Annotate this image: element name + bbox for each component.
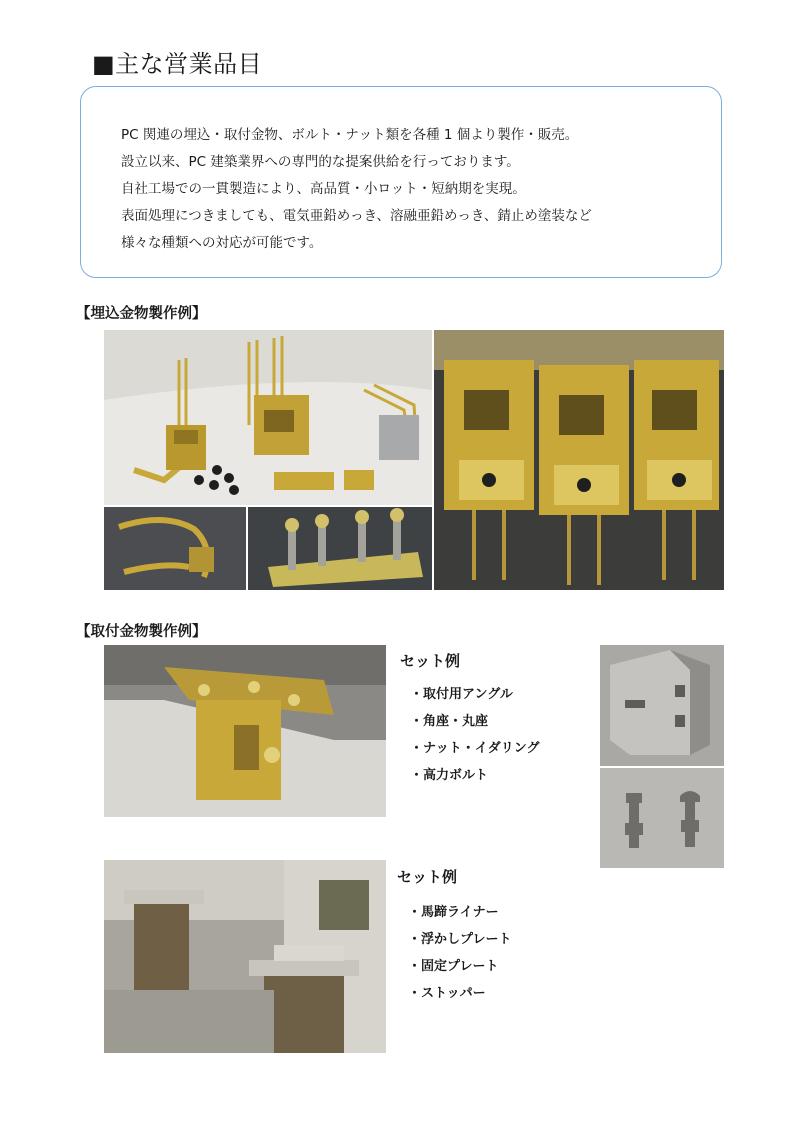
page-title: ■主な営業品目 <box>92 50 263 78</box>
intro-line-1: PC 関連の埋込・取付金物、ボルト・ナット類を各種 1 個より製作・販売。 <box>121 127 579 143</box>
set1-item-4: ・高力ボルト <box>410 768 489 783</box>
set2-item-1: ・馬蹄ライナー <box>408 905 499 920</box>
intro-box <box>80 86 722 278</box>
set2-title: セット例 <box>397 868 458 886</box>
set2-item-2: ・浮かしプレート <box>408 932 512 947</box>
set1-item-2: ・角座・丸座 <box>410 714 489 729</box>
photo-mounting-angle <box>104 645 386 817</box>
photo-anchor-blocks <box>600 645 724 766</box>
set1-title: セット例 <box>400 652 461 670</box>
intro-line-2: 設立以来、PC 建築業界への専門的な提案供給を行っております。 <box>121 154 520 170</box>
photo-bolt-plate <box>248 507 432 590</box>
photo-high-strength-bolts <box>600 768 724 868</box>
photo-rebar-anchor <box>104 507 246 590</box>
set1-item-1: ・取付用アングル <box>410 687 513 702</box>
intro-line-3: 自社工場での一貫製造により、高品質・小ロット・短納期を実現。 <box>121 181 526 197</box>
intro-line-5: 様々な種類への対応が可能です。 <box>121 235 323 251</box>
photo-column-base <box>104 860 386 1053</box>
set2-item-4: ・ストッパー <box>408 986 486 1001</box>
photo-embedded-anchors <box>104 330 432 505</box>
photo-embedded-brackets-rack <box>434 330 724 590</box>
embedded-section-heading: 【埋込金物製作例】 <box>76 306 207 322</box>
mounting-section-heading: 【取付金物製作例】 <box>76 624 207 640</box>
set1-item-3: ・ナット・イダリング <box>410 741 540 756</box>
set2-item-3: ・固定プレート <box>408 959 499 974</box>
intro-line-4: 表面処理につきましても、電気亜鉛めっき、溶融亜鉛めっき、錆止め塗装など <box>121 208 592 224</box>
